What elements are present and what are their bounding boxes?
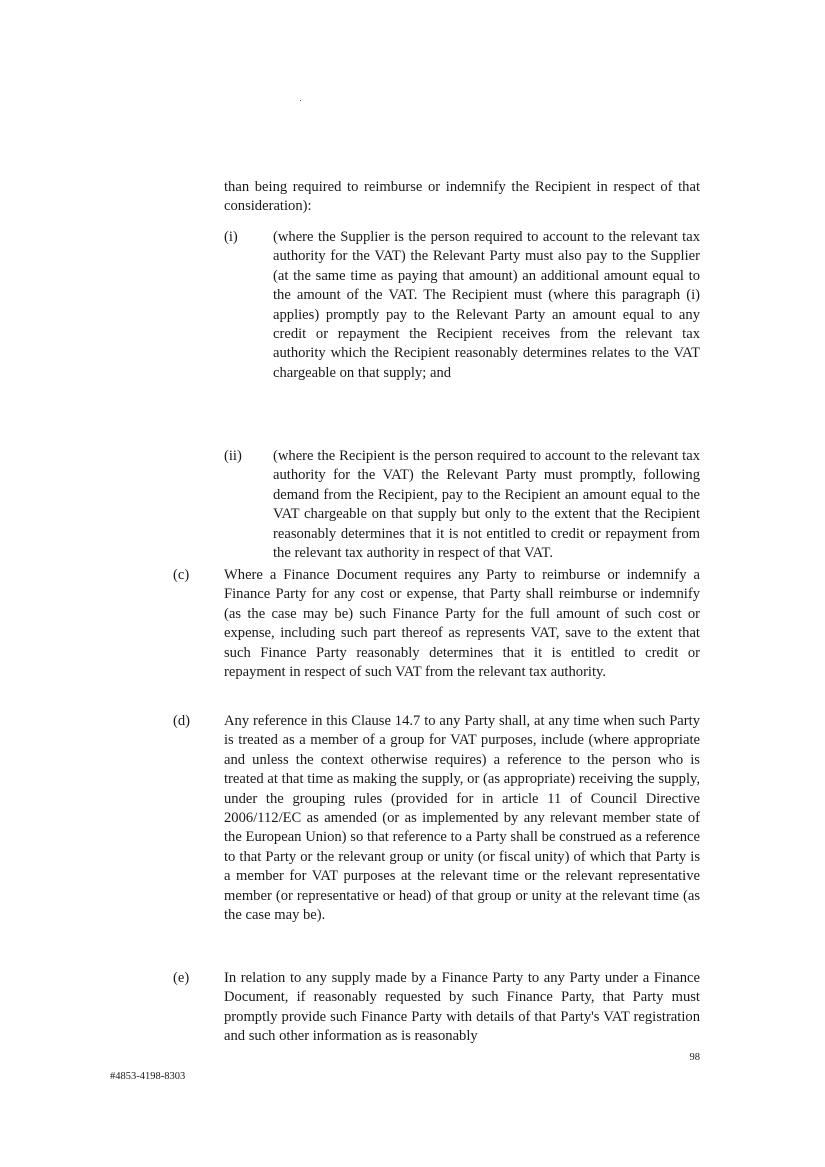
paragraph-e-text: In relation to any supply made by a Finance Party to any Party under a Finance Document, if reasonably requested by such Finance Party, that Party must promptly provide such Finance Party with details of that Party's VAT registration and such other information as is reasonably [224, 970, 700, 1045]
paragraph-label-c: (c) [173, 567, 190, 583]
subparagraph-ii-text: (where the Recipient is the person required to account to the relevant tax authority for the VAT) the Relevant Party must promptly, following demand from the Recipient, pay to the Recipient an amount equal to the VAT chargeable on that supply but only to the extent that the Recipient reasonably determines that it is not entitled to credit or repayment from the relevant tax authority in respect of that VAT. [273, 448, 700, 562]
page-number: 98 [689, 1052, 700, 1063]
paragraph-c-text: Where a Finance Document requires any Party to reimburse or indemnify a Finance Party for any cost or expense, that Party shall reimburse or indemnify (as the case may be) such Finance Party for the full amount of such cost or expense, including such part thereof as represents VAT, save to the extent that such Finance Party reasonably determines that it is entitled to credit or repayment in respect of such VAT from the relevant tax authority. [224, 567, 700, 681]
paragraph-label-d: (d) [173, 713, 191, 729]
intro-paragraph: than being required to reimburse or indemnify the Recipient in respect of that consideration): [224, 179, 700, 215]
subparagraph-i-text: (where the Supplier is the person required to account to the relevant tax authority for the VAT) the Relevant Party must also pay to the Supplier (at the same time as paying that amount) an additional amount equal to the amount of the VAT. The Recipient must (where this paragraph (i) applies) promptly pay to the Relevant Party an amount equal to any credit or repayment the Recipient receives from the relevant tax authority which the Recipient reasonably determines relates to the VAT chargeable on that supply; and [273, 229, 700, 381]
paragraph-d-text: Any reference in this Clause 14.7 to any Party shall, at any time when such Party is treated as a member of a group for VAT purposes, include (where appropriate and unless the context otherwise requires) a reference to the person who is treated at that time as making the supply, or (as appropriate) receiving the supply, under the grouping rules (provided for in article 11 of Council Directive 2006/112/EC as amended (or as implemented by any relevant member state of the European Union) so that reference to a Party shall be construed as a reference to that Party or the relevant group or unity (or fiscal unity) of which that Party is a member for VAT purposes at the relevant time or the relevant representative member (or representative or head) of that group or unity at the relevant time (as the case may be). [224, 713, 700, 924]
subparagraph-label-i: (i) [224, 229, 238, 245]
scan-mark [300, 100, 301, 101]
document-id: #4853-4198-8303 [110, 1071, 186, 1082]
paragraph-label-e: (e) [173, 970, 190, 986]
subparagraph-label-ii: (ii) [224, 448, 242, 464]
